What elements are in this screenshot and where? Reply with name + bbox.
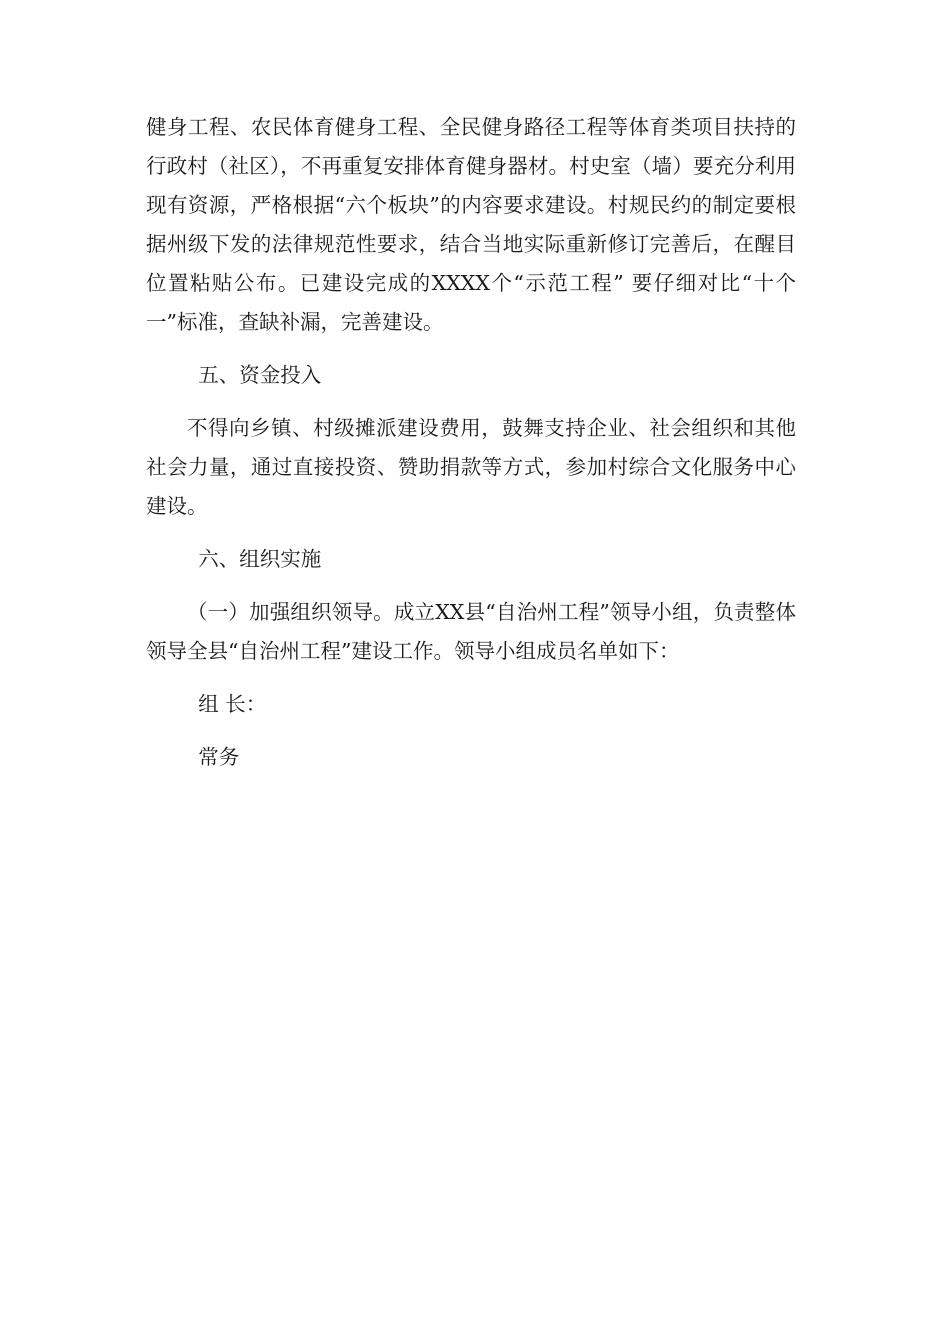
paragraph-leadership: （一）加强组织领导。成立XX县“自治州工程”领导小组，负责整体领导全县“自治州工程”建设工作。领导小组成员名单如下： bbox=[146, 600, 796, 663]
section-heading-funding: 五、资金投入 bbox=[198, 363, 322, 387]
section-heading-implementation: 六、组织实施 bbox=[198, 547, 322, 571]
role-executive: 常务 bbox=[198, 745, 240, 769]
document-body bbox=[146, 108, 796, 777]
role-leader: 组 长： bbox=[198, 692, 267, 716]
paragraph-facilities: 健身工程、农民体育健身工程、全民健身路径工程等体育类项目扶持的行政村（社区），不再重复安排体育健身器材。村史室（墙）要充分利用现有资源，严格根据“六个板块”的内容要求建设。村规民约的制定要根据州级下发的法律规范性要求，结合当地实际重新修订完善后，在醒目位置粘贴公布。已建设完成的XXXX个“示范工程” 要仔细对比“十个一”标准，查缺补漏，完善建设。 bbox=[146, 115, 796, 334]
paragraph-funding: 不得向乡镇、村级摊派建设费用，鼓舞支持企业、社会组织和其他社会力量，通过直接投资、赞助捐款等方式，参加村综合文化服务中心建设。 bbox=[146, 416, 796, 518]
